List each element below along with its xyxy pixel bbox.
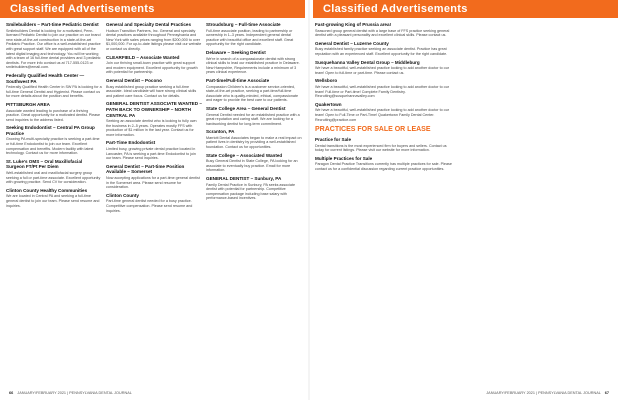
ad-entry	[106, 78, 202, 98]
ad-body: Busy established family practice seeking an associate dentist. Practice has great reputation with an experienced staff. Excellent opportunity for the right candidate.	[315, 47, 448, 56]
ad-entry	[106, 140, 202, 160]
ad-body: Now accepting applications for a part-time general dentist in the Somerset area. Please send resume for consideration.	[106, 176, 200, 190]
ad-body: Seasoned group general dentist with a large base of FFS practice seeking general dentist with a pleasant personality and excellent clinical skills. Please contact us.	[315, 28, 450, 38]
ad-entry	[206, 153, 304, 173]
ad-body: Limited busy, growing private dental practice located in Lancaster, PA is seeking a part-time Endodontist to join our team. Please send inquiries.	[106, 147, 196, 161]
ad-body: General Dentist needed for an established practice with a great reputation and caring staff. We are looking for a hardworking dentist for long-term commitment.	[206, 112, 300, 126]
ad-entry	[106, 164, 202, 190]
banner-title-left: Classified Advertisements	[10, 3, 155, 15]
ad-entry	[206, 50, 304, 75]
ad-title: Scranton, PA	[206, 129, 235, 135]
ad-body: Busy established group practice seeking a full-time associate. Ideal candidate will have strong clinical skills and patient care focus. Contact us for details.	[106, 84, 197, 98]
ad-title: Practice for Sale	[315, 137, 352, 143]
banner-title-right: Classified Advertisements	[323, 3, 468, 15]
ad-body: Seeking an associate dentist who is looking to fully own the business in 2–5 years. Operates mostly FFS with production of $1 million in the last year. Contact us for more information.	[106, 119, 197, 137]
column-2	[106, 22, 202, 380]
ad-entry	[6, 159, 102, 185]
ad-entry	[6, 188, 102, 208]
footer-journal-left: JANUARY/FEBRUARY 2021 | PENNSYLVANIA DENTAL JOURNAL	[17, 391, 132, 395]
ad-body: We are located in Central PA and seeking a full-time general dentist to join our team. Please send resume and inquiries.	[6, 194, 100, 208]
ad-body: Associate wanted leading to purchase of a thriving practice. Great opportunity for a motivated dentist. Please send inquiries to the address listed.	[6, 108, 101, 122]
ad-body: Full-time associate position, leading to partnership or ownership in 1–3 years. Independent general dental practice with beautiful office and excellent staff. Great opportunity for the right candidate.	[206, 28, 294, 47]
ad-entry	[106, 193, 202, 213]
ad-entry	[206, 78, 304, 103]
ad-title: Fast-growing King of Prussia area!	[315, 22, 392, 27]
ad-title: St. Luke's OMS – Oral Maxillofacial Surgeon FT/Pt Per Diem	[6, 158, 83, 170]
ad-title: Wellsboro	[315, 78, 338, 84]
ad-entry	[206, 106, 304, 126]
ad-entry	[6, 102, 102, 122]
ad-title: Delaware – Seeking Dentist	[206, 49, 266, 55]
ad-entry	[106, 22, 202, 52]
ad-entry	[315, 22, 455, 38]
ad-entry	[206, 129, 304, 149]
ad-title: CLEARFIELD – Associate Wanted	[106, 54, 180, 60]
ad-entry	[206, 22, 304, 47]
ad-entry	[315, 137, 455, 153]
ad-body: Part-time general dentist needed for a busy practice. Competitive compensation. Please send resume and inquiries.	[106, 199, 193, 213]
page-number-right: 67	[604, 391, 609, 395]
classified-banner-right	[313, 0, 618, 18]
ad-entry	[315, 78, 455, 98]
ad-body: Dental transitions is the most experienced firm for buyers and sellers. Contact us today for current listings. Please visit our website for more information.	[315, 143, 447, 153]
ad-body: Paragon Dental Practice Transitions currently has multiple practices for sale. Please contact us for a confidential discussion regarding current practice opportunities.	[315, 162, 452, 172]
column-3	[206, 22, 304, 380]
ad-title: State College Area – General Dentist	[206, 105, 286, 111]
ad-body: Growing PA multi-specialty practice is seeking a part-time or full-time Endodontist to join our team. Excellent compensation and benefits. Modern facility with latest technology. Contact us for more information.	[6, 137, 100, 156]
ad-title: State College – Associated Wanted	[206, 152, 283, 158]
footer-right	[316, 388, 612, 398]
ad-title: General Dentist – Pocono	[106, 77, 162, 83]
section-heading-practices-for-sale: PRACTICES FOR SALE OR LEASE	[315, 126, 431, 134]
ad-title: Quakertown	[315, 101, 342, 107]
ad-entry	[6, 22, 102, 70]
ad-title: General and Specialty Dental Practices	[106, 22, 192, 27]
ad-body: Busy General Dentist in State College, PA looking for an associate to eventually buy practice. Email for more information.	[206, 159, 298, 173]
ad-entry	[315, 102, 455, 122]
ad-body: We have a beautiful, well-established practice looking to add another doctor to our team! Full-time or Part-time! Complete Family Dentistry. Recruiting@susquehannavalley.com	[315, 84, 449, 99]
ad-body: We have a beautiful, well-established practice looking to add another doctor to our team! Open to full-time or part-time. Please contact us.	[315, 66, 449, 75]
ad-title: Federally Qualified Health Center — Southwest PA	[6, 72, 85, 84]
ad-entry	[315, 60, 455, 76]
footer-left	[6, 388, 306, 398]
column-4	[315, 22, 455, 380]
column-1	[6, 22, 102, 380]
ad-title: Stroudsburg – Full-time Associate	[206, 22, 281, 27]
ad-title: General Dentist – Part-time Position Available – Somerset	[106, 163, 185, 175]
ad-body: We have a beautiful, well-established practice looking to add another doctor to our team! Open to Full-Time or Part-Time! Quakertown Family Dental Center. Recruiting@practice.com	[315, 108, 449, 122]
ad-body: Family Dental Practice in Sunbury, PA seeks associate dentist with potential for partnership. Competitive compensation package including base salary with performance-based incentives.	[206, 182, 296, 201]
ad-entry	[6, 73, 102, 99]
ad-body: Compassion Children's is a customer service-oriented, state-of-the-art practice, seeking a part-time/full-time Associate who is quality-minded, ethical, compassionate and eager to provide the best care to our patients.	[206, 84, 299, 103]
ad-body: Join our thriving small-town practice with great support and modern equipment. Excellent opportunity for growth with potential for partnership.	[106, 61, 198, 75]
ad-title: Part-time/Full-time Associate	[206, 77, 270, 83]
ad-body: We're in search of a compassionate dentist with strong clinical skills to lead our established practice in Delaware. New Hampshire, Requirements include a minimum of 3 years clinical experience.	[206, 56, 300, 75]
ad-title: GENERAL DENTIST – Sunbury, PA	[206, 176, 282, 182]
ad-body: Well-established oral and maxillofacial surgery group seeking a full or part-time associate. Excellent opportunity with growing practice. Send CV for consideration.	[6, 171, 101, 185]
ad-title: Part-Time Endodontist	[106, 140, 156, 146]
ad-title: GENERAL DENTIST ASSOCIATE WANTED – PATH BACK TO OWNERSHIP – NORTH CENTRAL PA	[106, 101, 202, 118]
ad-entry	[206, 176, 304, 201]
ad-entry	[315, 156, 455, 172]
ad-entry	[6, 125, 102, 156]
ad-title: General Dentist – Luzerne County	[315, 40, 389, 46]
footer-journal-right: JANUARY/FEBRUARY 2021 | PENNSYLVANIA DENTAL JOURNAL	[486, 391, 601, 395]
ad-body: Federally Qualified Health Center in SW PA is looking for a full-time General Dentist and Hygienist. Please contact us for more details about the position and benefits.	[6, 85, 102, 99]
classified-banner-left	[0, 0, 305, 18]
ad-title: Smilebuilders – Part-time Pediatric Dentist	[6, 22, 99, 27]
ad-title: Clinton County	[106, 192, 139, 198]
ad-body: Hudson Transition Partners, Inc. General and specialty dental practices available throughout Pennsylvania and New York with sales prices ranging from $200,000 to over $1,000,000. For up-to-date listings please visit our website or contact us directly.	[106, 28, 202, 51]
ad-title: Susquehanna Valley Dental Group – Middleburg	[315, 59, 420, 65]
ad-title: Multiple Practices for Sale	[315, 155, 373, 161]
ad-entry	[106, 101, 202, 137]
ad-entry	[106, 55, 202, 75]
ad-body: Smilebuilders Dental is looking for a motivated, Penn-licensed Pediatric Dentist to join our practice on our brand new state-of-the-art construction in a state-of-the-art Pediatric Practice. Our office is a well-established practice with great support staff. We are equipped with all of the latest digital imaging and technology. You will be working with a team of 16 full-time dental providers and 3 pediatric dentists. For more info contact us at 717-555-0123 or smilebuilders@email.com.	[6, 28, 101, 70]
ad-title: Seeking Endodontist – Central PA Group Practice	[6, 125, 95, 136]
page-number-left: 66	[9, 391, 14, 395]
ad-title: Clinton County Healthy Communities	[6, 187, 88, 193]
ad-entry	[315, 41, 455, 57]
page-gutter	[308, 0, 310, 400]
ad-body: Marriott Dental Associates began to make a real impact on patient lives in dentistry by providing a well-established foundation. Contact us for opportunities.	[206, 135, 302, 150]
ad-title: PITTSBURGH AREA	[6, 101, 50, 107]
